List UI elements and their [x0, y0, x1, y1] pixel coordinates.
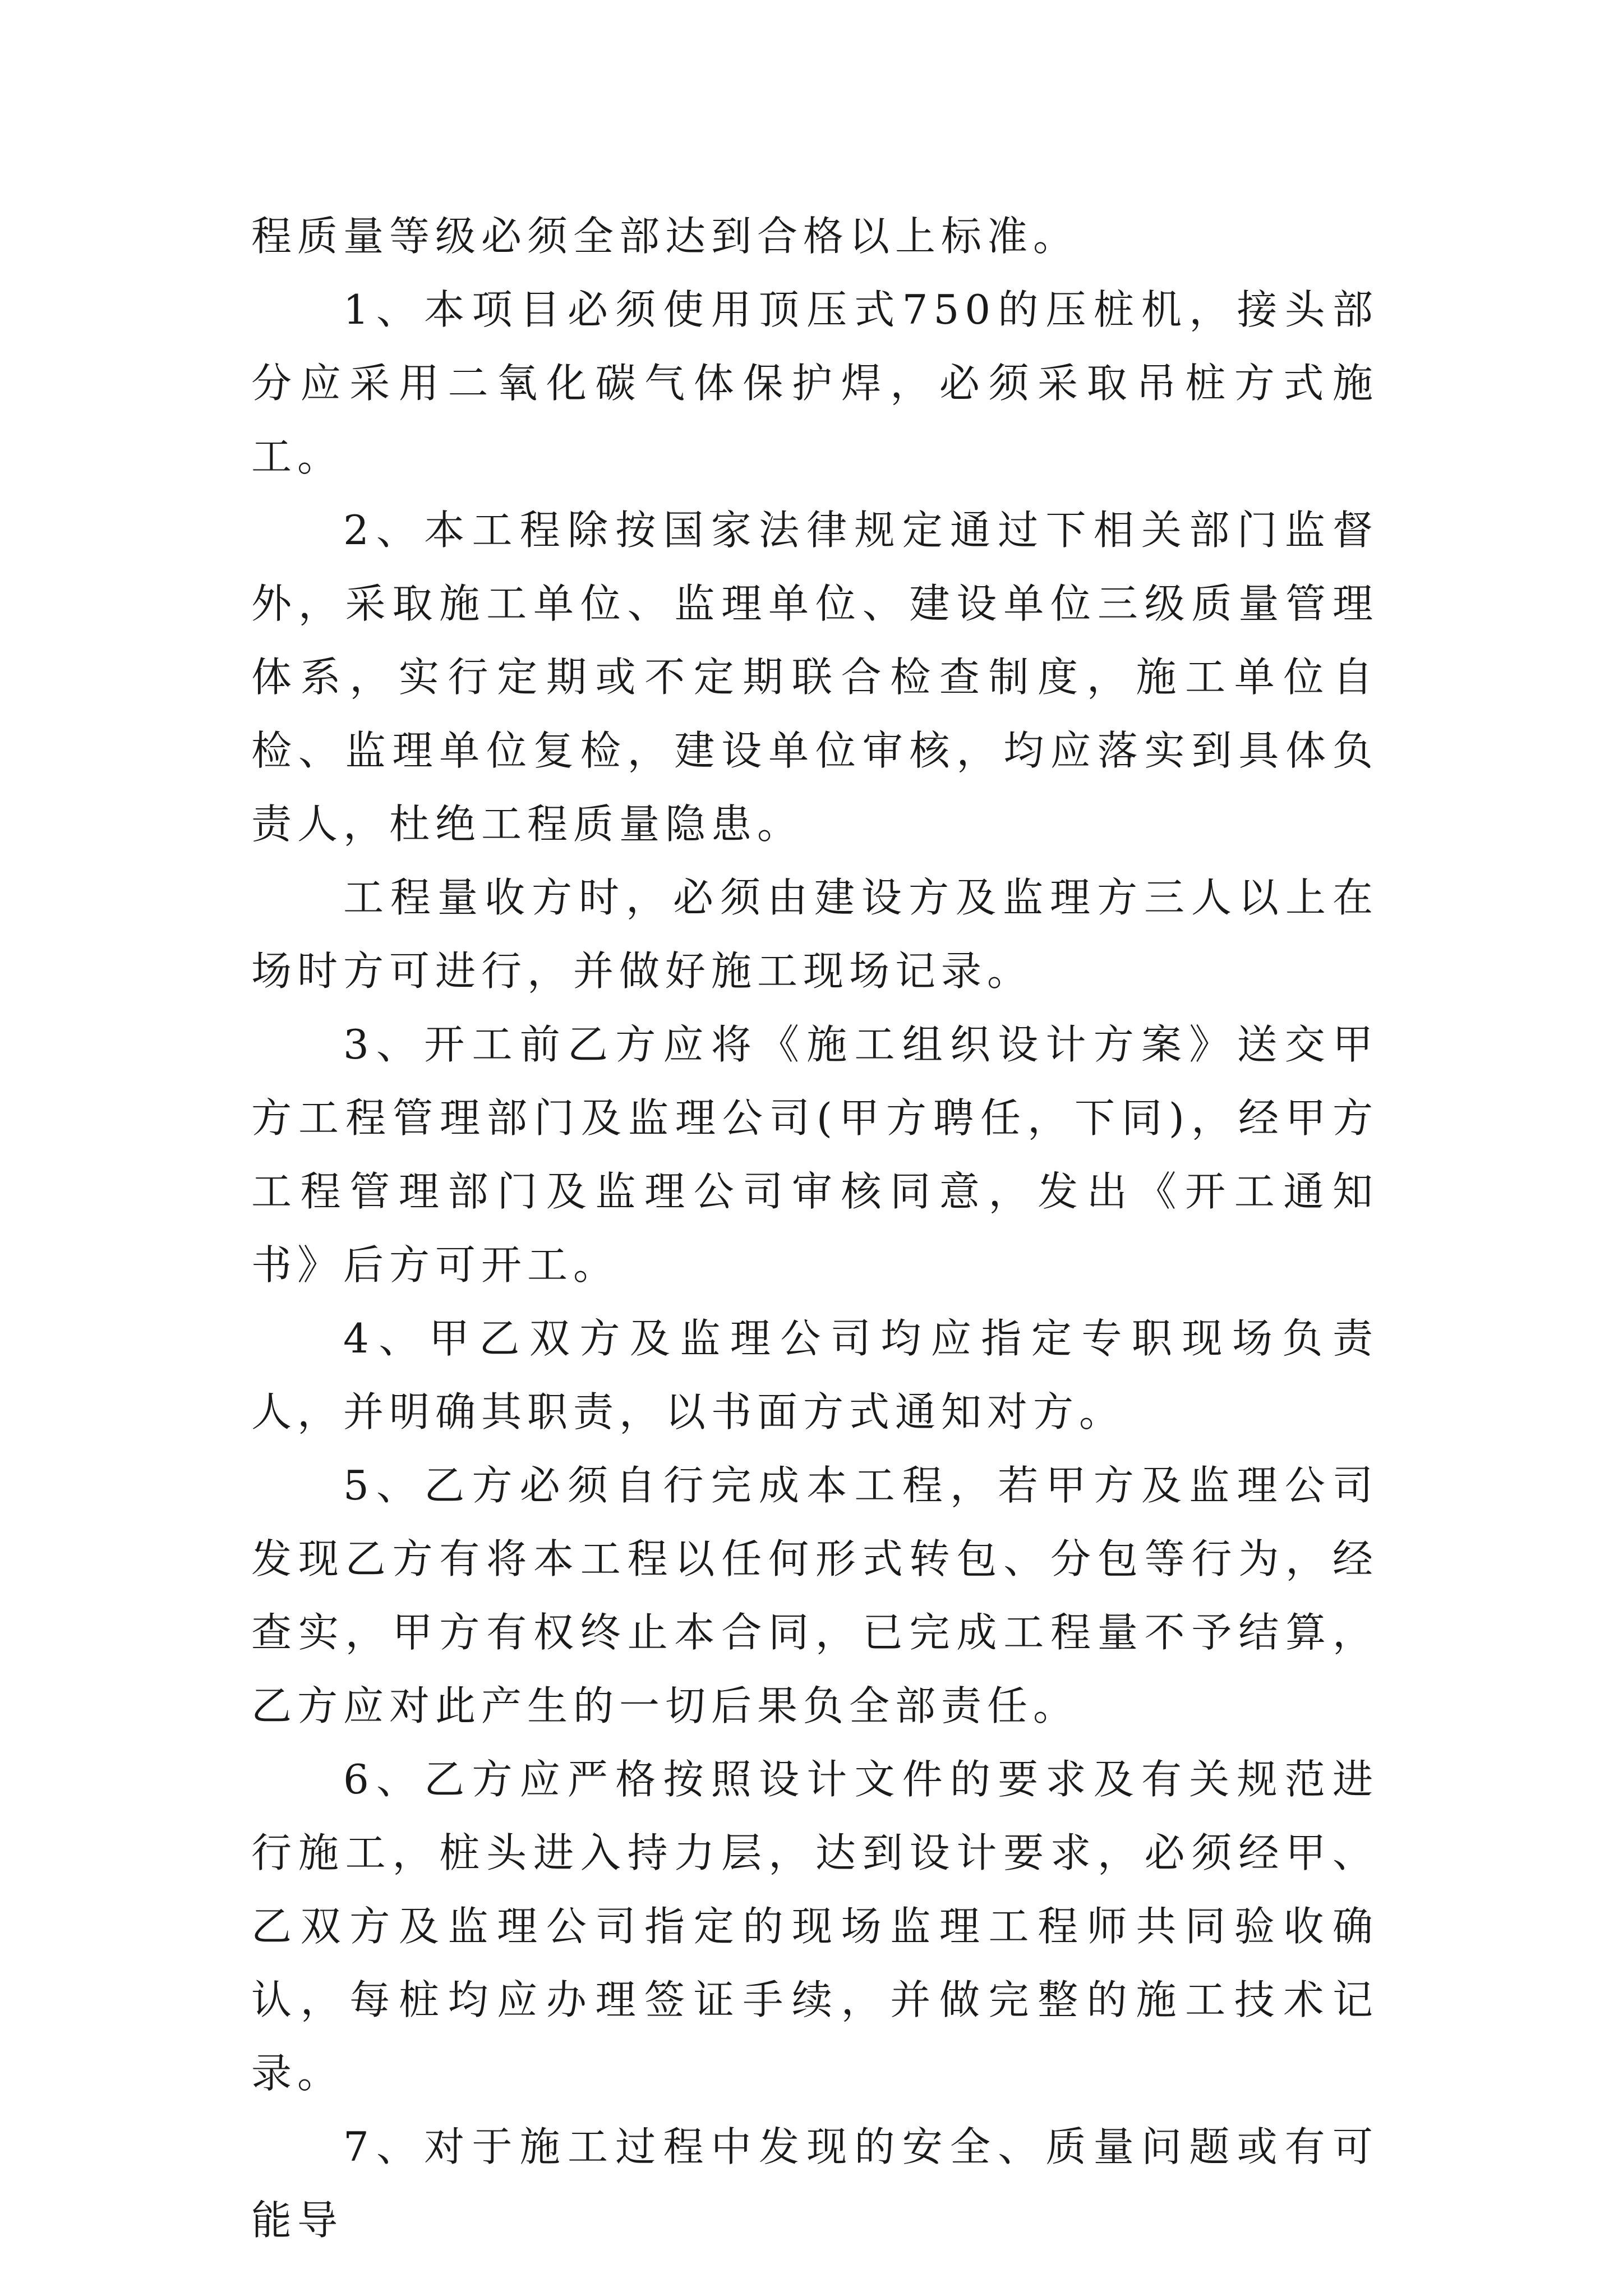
document-body [251, 200, 1378, 2257]
paragraph: 2、本工程除按国家法律规定通过下相关部门监督外，采取施工单位、监理单位、建设单位三级质量管理体系，实行定期或不定期联合检查制度，施工单位自检、监理单位复检，建设单位审核，均应落实到具体负责人，杜绝工程质量隐患。 [251, 507, 1378, 848]
paragraph: 程质量等级必须全部达到合格以上标准。 [251, 213, 1080, 260]
paragraph: 7、对于施工过程中发现的安全、质量问题或有可能导 [251, 2123, 1378, 2244]
paragraph: 工程量收方时，必须由建设方及监理方三人以上在场时方可进行，并做好施工现场记录。 [251, 874, 1378, 995]
paragraph: 6、乙方应严格按照设计文件的要求及有关规范进行施工，桩头进入持力层，达到设计要求，必须经甲、乙双方及监理公司指定的现场监理工程师共同验收确认，每桩均应办理签证手续，并做完整的施工技术记录。 [251, 1756, 1378, 2097]
paragraph: 5、乙方必须自行完成本工程，若甲方及监理公司发现乙方有将本工程以任何形式转包、分包等行为，经查实，甲方有权终止本合同，已完成工程量不予结算，乙方应对此产生的一切后果负全部责任。 [251, 1462, 1378, 1729]
paragraph: 3、开工前乙方应将《施工组织设计方案》送交甲方工程管理部门及监理公司(甲方聘任，下同)，经甲方工程管理部门及监理公司审核同意，发出《开工通知书》后方可开工。 [251, 1021, 1378, 1289]
paragraph: 1、本项目必须使用顶压式750的压桩机，接头部分应采用二氧化碳气体保护焊，必须采取吊桩方式施工。 [251, 286, 1378, 480]
paragraph: 4、甲乙双方及监理公司均应指定专职现场负责人，并明确其职责，以书面方式通知对方。 [251, 1315, 1378, 1435]
